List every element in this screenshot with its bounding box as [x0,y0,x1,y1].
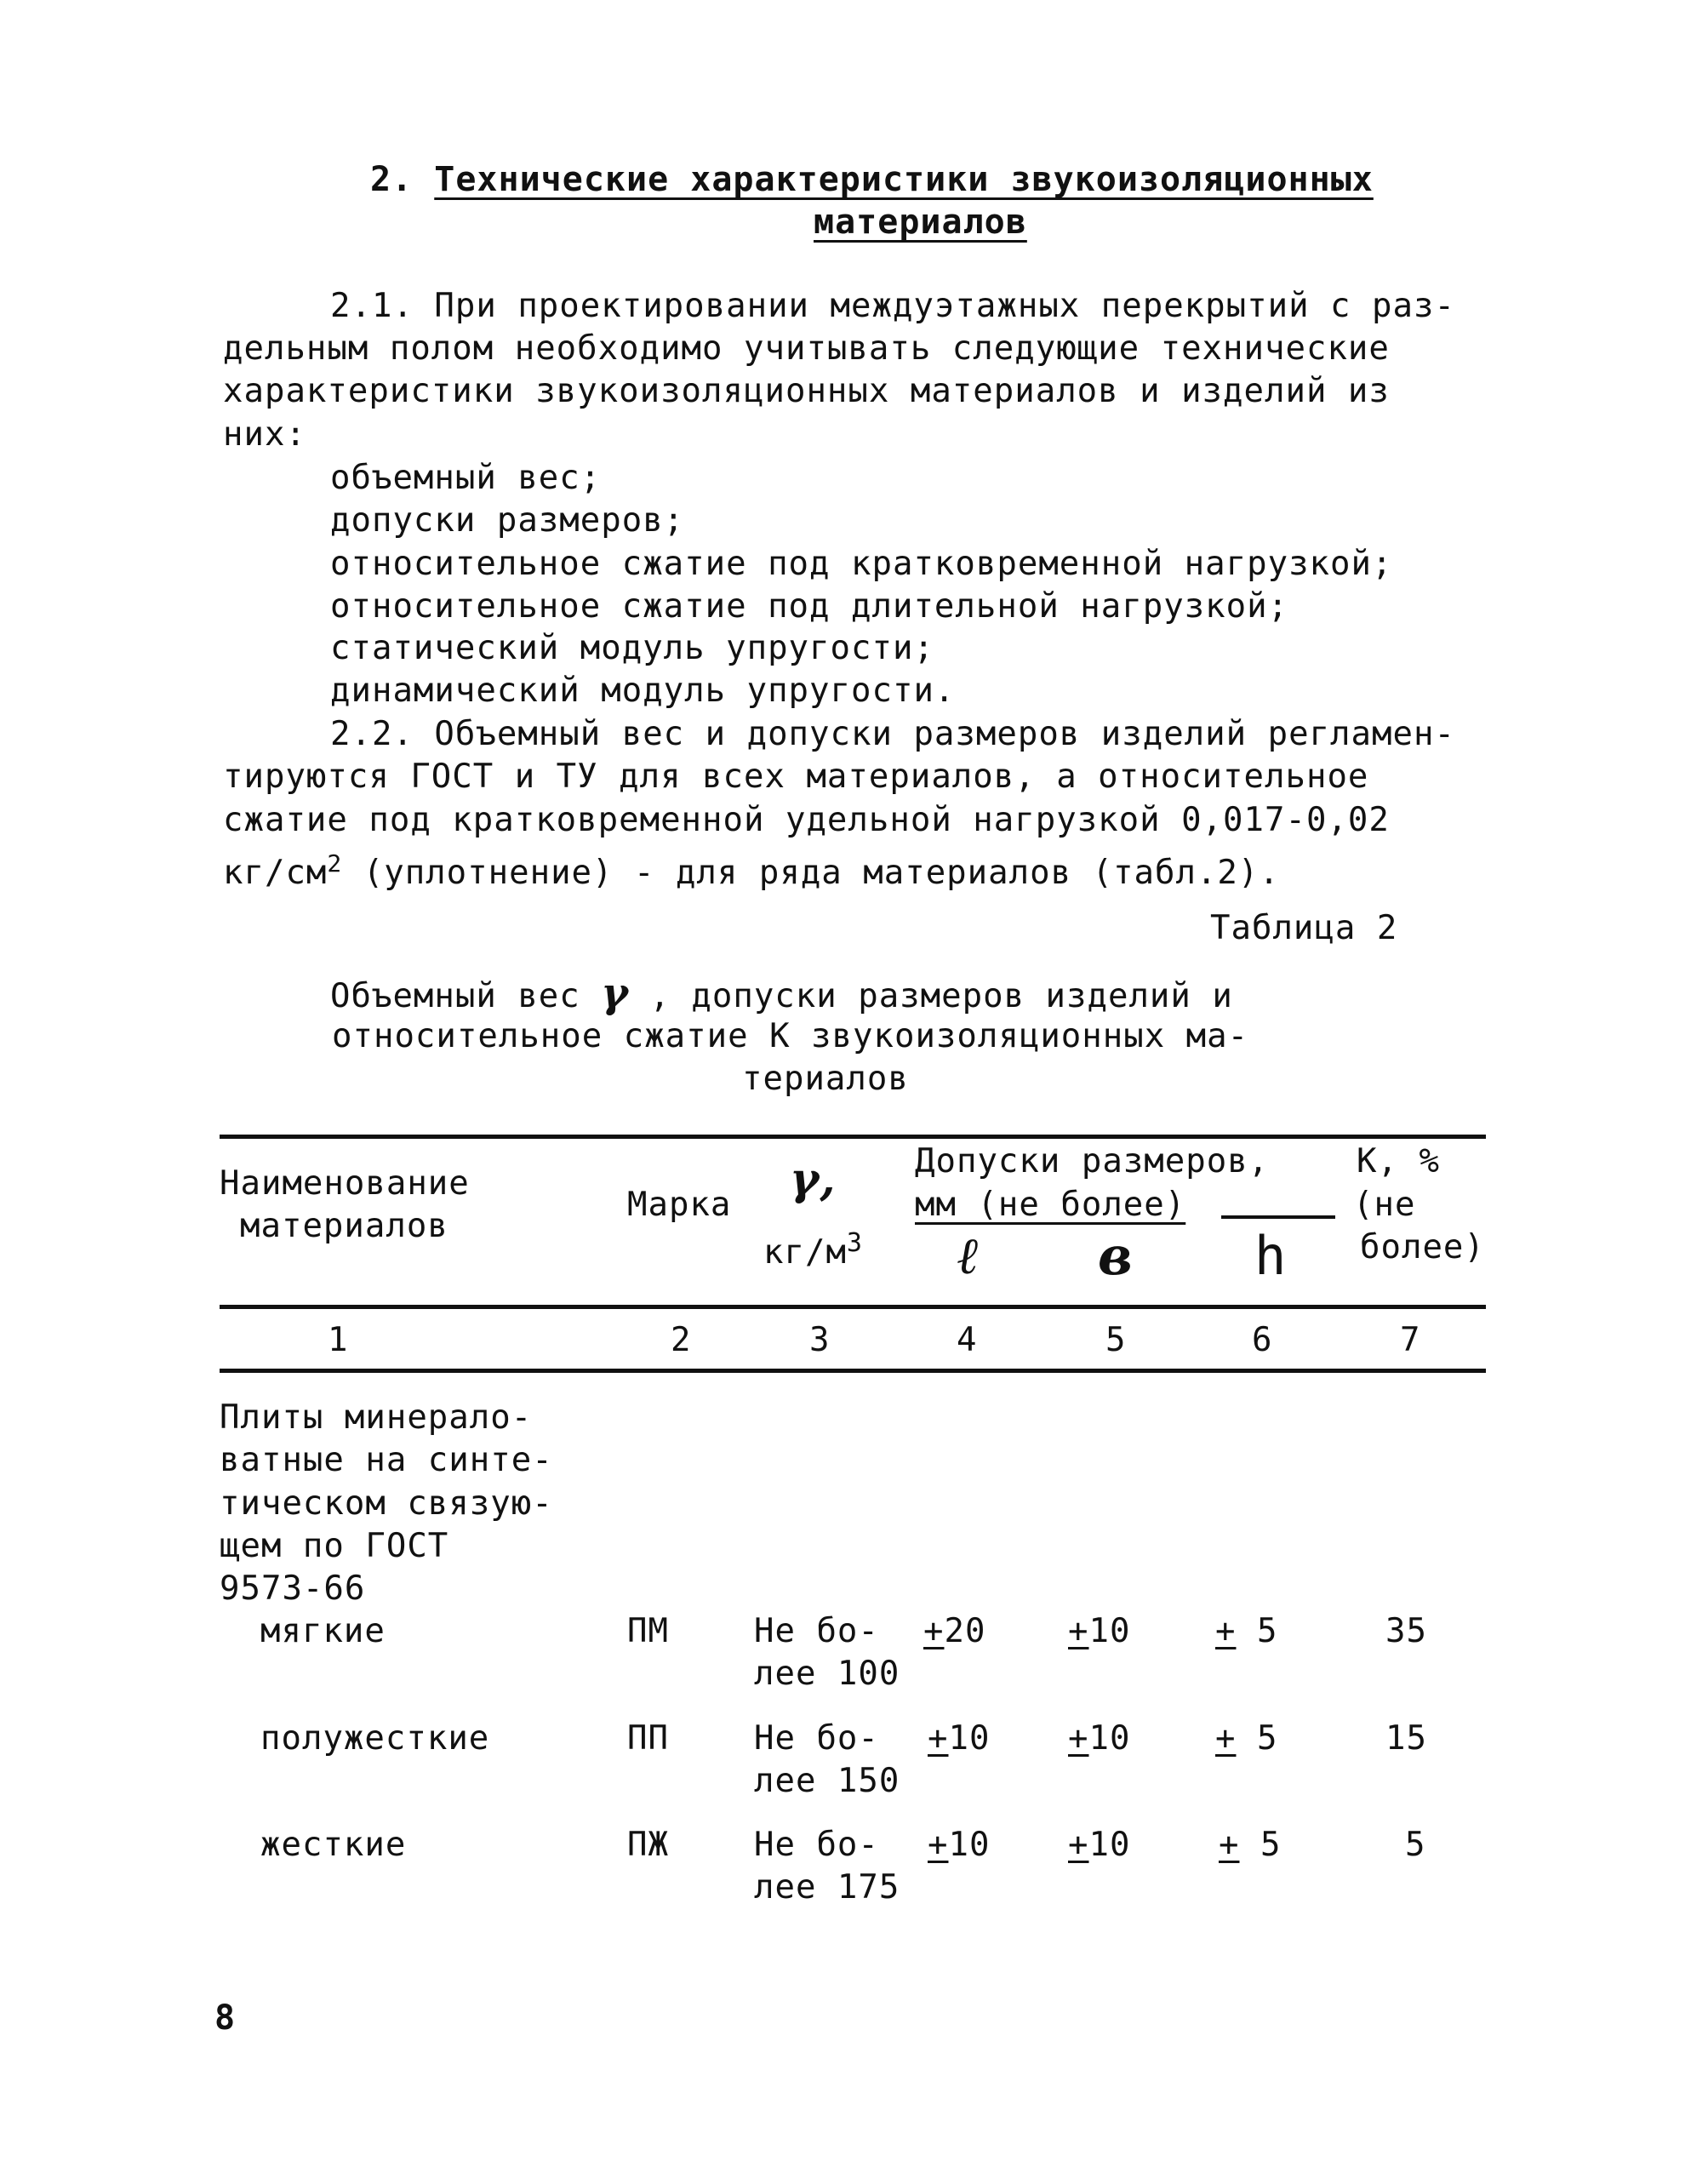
list-item: динамический модуль упругости. [330,672,956,710]
column-number-2: 2 [671,1321,692,1359]
row-3-density-2: лее 175 [754,1868,900,1907]
row-1-width-tol [1068,1610,1130,1653]
plus-minus-sign: + [1219,1826,1240,1864]
tol-value: 5 [1236,1612,1278,1650]
tol-value: 5 [1239,1826,1282,1864]
plus-minus-sign: + [928,1719,949,1758]
row-2-length-tol [928,1718,990,1760]
caption-text: , допуски размеров изделий и [628,977,1233,1015]
column-number-5: 5 [1105,1321,1127,1359]
tol-value: 10 [1088,1826,1131,1864]
header-mark: Марка [627,1186,732,1224]
column-number-3: 3 [809,1321,831,1359]
group-title-line: щем по ГОСТ [220,1527,449,1565]
plus-minus-sign: + [1068,1719,1089,1758]
para-2-2-tail: (уплотнение) - для ряда материалов (табл.2). [342,854,1280,892]
table-caption-line-3: териалов [742,1060,909,1098]
table-header-rule [220,1305,1486,1309]
header-k-3: более) [1360,1228,1485,1266]
row-3-k: 5 [1405,1826,1426,1864]
list-item: статический модуль упругости; [330,629,934,667]
row-1-density-2: лее 100 [754,1655,900,1693]
row-3-mark: ПЖ [627,1826,669,1864]
para-2-2-line-3: сжатие под кратковременной удельной нагрузкой 0,017-0,02 [223,801,1390,839]
plus-minus-sign: + [1068,1826,1089,1864]
header-tolerances-2 [915,1184,1185,1226]
group-title-line: 9573-66 [220,1569,366,1608]
row-1-mark: ПМ [627,1612,669,1650]
heading-line-1: Технические характеристики звукоизоляционных [434,160,1374,199]
plus-minus-sign: + [1068,1612,1089,1650]
row-3-height-tol [1219,1824,1281,1867]
group-title-line: ватные на синте- [220,1441,553,1479]
list-item: относительное сжатие под кратковременной нагрузкой; [330,545,1393,583]
header-name-1: Наименование [220,1164,470,1203]
header-length-l: ℓ [957,1226,980,1286]
header-k-1: К, % [1357,1142,1440,1181]
density-unit-sup: 3 [846,1228,863,1258]
density-unit-text: кг/м [763,1233,847,1272]
group-title-line: Плиты минерало- [220,1398,533,1437]
para-2-2-line-1: 2.2. Объемный вес и допуски размеров изделий регламен- [330,715,1455,753]
header-width-b: в [1098,1225,1134,1287]
para-2-1-line-2: дельным полом необходимо учитывать следующие технические [223,329,1390,368]
row-3-length-tol [928,1824,990,1867]
tolerances-unit: мм (не более) [915,1186,1186,1224]
row-1-length-tol [923,1610,985,1653]
tol-value: 10 [948,1719,991,1758]
row-3-width-tol [1068,1824,1130,1867]
heading-line-2: материалов [814,203,1027,242]
row-2-name: полужесткие [260,1719,490,1758]
column-number-1: 1 [328,1321,349,1359]
table-caption-line-2: относительное сжатие К звукоизоляционных ма- [332,1017,1249,1055]
column-number-4: 4 [957,1321,978,1359]
row-2-density-1: Не бо- [754,1719,879,1758]
caption-text: Объемный вес [330,977,602,1015]
tol-value: 20 [944,1612,986,1650]
unit-superscript: 2 [327,849,343,878]
row-1-height-tol [1215,1610,1277,1653]
row-2-density-2: лее 150 [754,1762,900,1800]
section-heading [370,158,1374,201]
para-2-1-line-3: характеристики звукоизоляционных материалов и изделий из [223,372,1390,410]
tol-value: 10 [1088,1719,1131,1758]
unit-text: кг/см [223,854,328,892]
row-1-name: мягкие [260,1612,386,1650]
header-name-2: материалов [240,1207,448,1245]
table-label: Таблица 2 [1210,909,1398,947]
table-top-rule [220,1135,1486,1139]
header-density-unit [763,1222,863,1274]
row-2-height-tol [1215,1718,1277,1760]
para-2-1-line-1: 2.1. При проектировании междуэтажных перекрытий с раз- [330,287,1455,325]
table-caption-line-1 [330,969,1233,1018]
list-item: допуски размеров; [330,501,685,540]
column-number-7: 7 [1400,1321,1421,1359]
tol-value: 5 [1236,1719,1278,1758]
list-item: объемный вес; [330,459,602,497]
para-2-1-line-4: них: [223,415,306,454]
plus-minus-sign: + [1215,1612,1237,1650]
header-gamma: γ, [790,1153,837,1205]
group-title-line: тическом связую- [220,1484,553,1523]
header-height-h: h [1254,1225,1288,1287]
para-2-2-line-4 [223,843,1280,895]
row-2-width-tol [1068,1718,1130,1760]
row-2-k: 15 [1385,1719,1427,1758]
gamma-symbol: γ [601,969,629,1017]
plus-minus-sign: + [928,1826,949,1864]
page-number: 8 [214,1998,237,2038]
list-item: относительное сжатие под длительной нагрузкой; [330,587,1289,626]
tol-value: 10 [1088,1612,1131,1650]
header-k-2: (не [1353,1186,1416,1224]
row-1-k: 35 [1385,1612,1427,1650]
table-number-rule [220,1369,1486,1373]
plus-minus-sign: + [1215,1719,1237,1758]
tol-value: 10 [948,1826,991,1864]
tolerances-rule [1221,1215,1335,1219]
row-3-name: жесткие [260,1826,407,1864]
row-3-density-1: Не бо- [754,1826,879,1864]
heading-number: 2. [370,160,435,199]
para-2-2-line-2: тируются ГОСТ и ТУ для всех материалов, а относительное [223,757,1369,796]
row-1-density-1: Не бо- [754,1612,879,1650]
row-2-mark: ПП [627,1719,669,1758]
header-tolerances-1: Допуски размеров, [915,1142,1270,1181]
plus-minus-sign: + [923,1612,945,1650]
column-number-6: 6 [1252,1321,1273,1359]
